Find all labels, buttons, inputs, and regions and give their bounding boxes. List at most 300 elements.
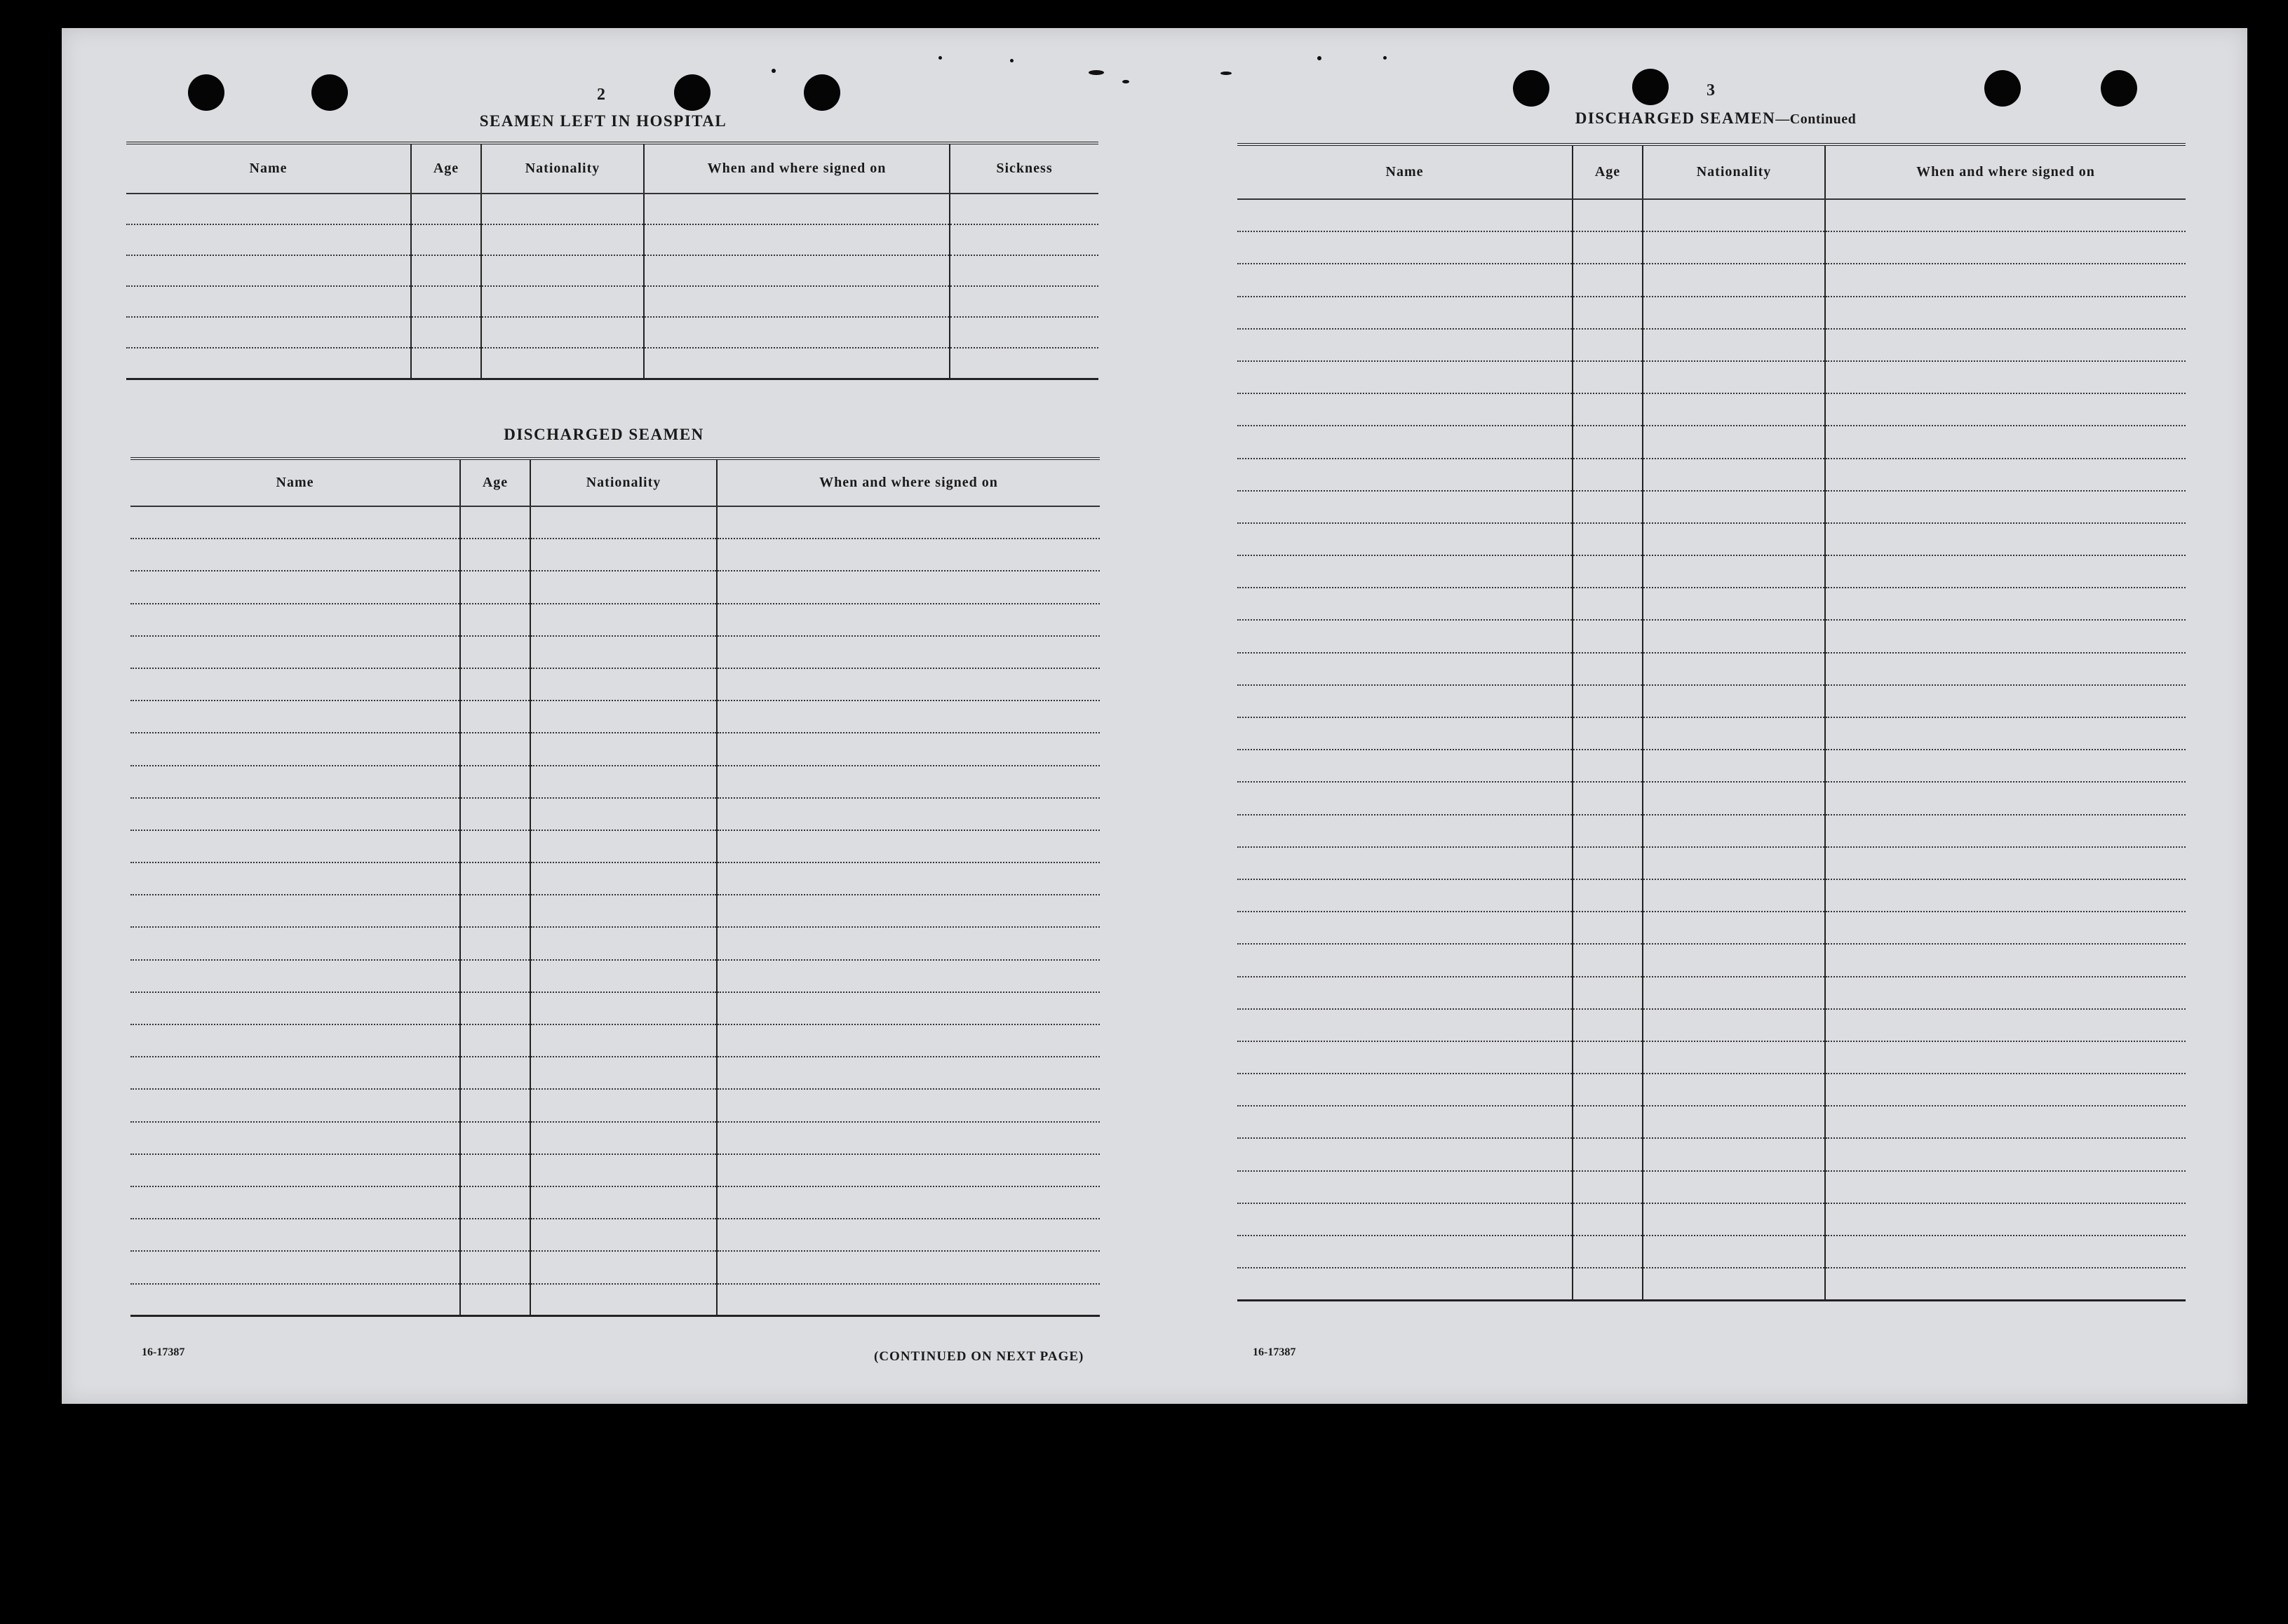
table-row xyxy=(126,317,1098,348)
table-cell[interactable] xyxy=(1573,459,1643,491)
table-cell[interactable] xyxy=(130,895,460,927)
table-row xyxy=(1237,393,2186,426)
table-cell[interactable] xyxy=(1643,491,1825,523)
table-cell[interactable] xyxy=(460,1024,530,1057)
table-cell[interactable] xyxy=(460,1219,530,1251)
scan-speck xyxy=(938,56,942,60)
table-cell[interactable] xyxy=(1643,523,1825,555)
table-cell[interactable] xyxy=(1237,1203,1573,1236)
table-row xyxy=(1237,1268,2186,1300)
table-cell[interactable] xyxy=(530,1057,717,1089)
table-cell[interactable] xyxy=(1573,231,1643,264)
table-cell[interactable] xyxy=(644,348,950,379)
table-cell[interactable] xyxy=(1573,1106,1643,1138)
column-header: Age xyxy=(411,143,481,194)
table-cell[interactable] xyxy=(1237,1171,1573,1203)
table-cell[interactable] xyxy=(1237,879,1573,912)
table-cell[interactable] xyxy=(1237,1106,1573,1138)
table-cell[interactable] xyxy=(130,1284,460,1316)
table-cell[interactable] xyxy=(481,317,644,348)
table-cell[interactable] xyxy=(1573,1138,1643,1170)
table-row xyxy=(1237,555,2186,588)
table-cell[interactable] xyxy=(1825,1203,2186,1236)
table-cell[interactable] xyxy=(717,506,1100,539)
table-cell[interactable] xyxy=(530,830,717,862)
table-cell[interactable] xyxy=(1573,653,1643,685)
table-cell[interactable] xyxy=(717,1284,1100,1316)
section-title-text: DISCHARGED SEAMEN xyxy=(1575,109,1776,127)
table-cell[interactable] xyxy=(717,733,1100,765)
table-cell[interactable] xyxy=(1237,815,1573,847)
table-cell[interactable] xyxy=(530,1251,717,1283)
table-cell[interactable] xyxy=(130,992,460,1024)
table-cell[interactable] xyxy=(717,1186,1100,1219)
table-cell[interactable] xyxy=(530,668,717,701)
table-cell[interactable] xyxy=(1643,1106,1825,1138)
table-cell[interactable] xyxy=(130,571,460,603)
table-cell[interactable] xyxy=(411,255,481,286)
table-cell[interactable] xyxy=(1825,231,2186,264)
table-cell[interactable] xyxy=(530,1284,717,1316)
table-cell[interactable] xyxy=(530,701,717,733)
table-cell[interactable] xyxy=(130,927,460,959)
table-cell[interactable] xyxy=(1643,264,1825,296)
table-cell[interactable] xyxy=(530,927,717,959)
table-cell[interactable] xyxy=(126,348,411,379)
table-cell[interactable] xyxy=(1825,620,2186,652)
table-cell[interactable] xyxy=(460,1089,530,1121)
table-row xyxy=(130,1284,1100,1316)
table-row xyxy=(1237,750,2186,782)
table-cell[interactable] xyxy=(1643,297,1825,329)
table-cell[interactable] xyxy=(1237,393,1573,426)
table-cell[interactable] xyxy=(1237,1268,1573,1300)
table-cell[interactable] xyxy=(717,1251,1100,1283)
table-cell[interactable] xyxy=(1237,620,1573,652)
table-cell[interactable] xyxy=(460,1154,530,1186)
table-cell[interactable] xyxy=(530,960,717,992)
table-cell[interactable] xyxy=(126,317,411,348)
table-cell[interactable] xyxy=(717,604,1100,636)
table-cell[interactable] xyxy=(530,992,717,1024)
table-row xyxy=(130,1251,1100,1283)
table-cell[interactable] xyxy=(1643,199,1825,231)
table-cell[interactable] xyxy=(1237,231,1573,264)
table-row xyxy=(1237,199,2186,231)
table-row xyxy=(130,798,1100,830)
table-cell[interactable] xyxy=(1237,555,1573,588)
table-cell[interactable] xyxy=(1573,685,1643,717)
table-cell[interactable] xyxy=(1825,1268,2186,1300)
table-cell[interactable] xyxy=(126,286,411,317)
table-row xyxy=(130,668,1100,701)
table-cell[interactable] xyxy=(1825,555,2186,588)
table-cell[interactable] xyxy=(1237,329,1573,361)
table-cell[interactable] xyxy=(460,862,530,895)
scan-speck xyxy=(1383,56,1387,60)
column-header: Age xyxy=(460,459,530,506)
table-cell[interactable] xyxy=(1573,782,1643,814)
punch-hole xyxy=(2101,70,2137,107)
table-cell[interactable] xyxy=(644,194,950,224)
table-cell[interactable] xyxy=(130,1154,460,1186)
table-cell[interactable] xyxy=(717,1024,1100,1057)
table-cell[interactable] xyxy=(130,733,460,765)
table-cell[interactable] xyxy=(1825,782,2186,814)
table-row xyxy=(130,636,1100,668)
table-cell[interactable] xyxy=(1643,782,1825,814)
table-cell[interactable] xyxy=(1825,588,2186,620)
table-cell[interactable] xyxy=(950,348,1098,379)
table-cell[interactable] xyxy=(460,960,530,992)
table-cell[interactable] xyxy=(1573,491,1643,523)
table-cell[interactable] xyxy=(130,668,460,701)
table-cell[interactable] xyxy=(1573,879,1643,912)
table-cell[interactable] xyxy=(1643,1236,1825,1268)
table-cell[interactable] xyxy=(411,317,481,348)
table-row xyxy=(130,701,1100,733)
table-cell[interactable] xyxy=(1825,1106,2186,1138)
table-cell[interactable] xyxy=(130,830,460,862)
table-cell[interactable] xyxy=(126,194,411,224)
table-cell[interactable] xyxy=(130,701,460,733)
table-cell[interactable] xyxy=(130,1251,460,1283)
table-cell[interactable] xyxy=(1237,426,1573,458)
table-cell[interactable] xyxy=(1643,329,1825,361)
table-cell[interactable] xyxy=(950,286,1098,317)
table-row xyxy=(1237,815,2186,847)
table-cell[interactable] xyxy=(530,1024,717,1057)
table-row xyxy=(130,1154,1100,1186)
table-cell[interactable] xyxy=(1237,944,1573,976)
table-cell[interactable] xyxy=(1643,944,1825,976)
table-cell[interactable] xyxy=(460,766,530,798)
table-cell[interactable] xyxy=(126,224,411,255)
table-cell[interactable] xyxy=(1237,847,1573,879)
table-cell[interactable] xyxy=(1237,588,1573,620)
table-cell[interactable] xyxy=(1573,847,1643,879)
table-cell[interactable] xyxy=(530,1186,717,1219)
table-cell[interactable] xyxy=(1643,426,1825,458)
table-cell[interactable] xyxy=(1237,1074,1573,1106)
table-cell[interactable] xyxy=(460,571,530,603)
table-cell[interactable] xyxy=(1237,717,1573,750)
table-cell[interactable] xyxy=(411,224,481,255)
scan-speck xyxy=(1220,72,1232,75)
table-cell[interactable] xyxy=(1825,491,2186,523)
table-cell[interactable] xyxy=(1573,329,1643,361)
table-cell[interactable] xyxy=(460,636,530,668)
table-cell[interactable] xyxy=(1825,1009,2186,1041)
table-cell[interactable] xyxy=(1825,459,2186,491)
table-cell[interactable] xyxy=(717,1089,1100,1121)
table-cell[interactable] xyxy=(130,1057,460,1089)
scan-speck xyxy=(1122,80,1129,83)
table-cell[interactable] xyxy=(1643,1138,1825,1170)
table-cell[interactable] xyxy=(1237,361,1573,393)
table-cell[interactable] xyxy=(950,255,1098,286)
table-cell[interactable] xyxy=(1237,750,1573,782)
table-row xyxy=(1237,1138,2186,1170)
table-cell[interactable] xyxy=(530,636,717,668)
table-cell[interactable] xyxy=(1643,879,1825,912)
table-cell[interactable] xyxy=(1643,588,1825,620)
table-cell[interactable] xyxy=(1237,1009,1573,1041)
table-cell[interactable] xyxy=(1573,523,1643,555)
table-cell[interactable] xyxy=(717,1219,1100,1251)
table-cell[interactable] xyxy=(481,286,644,317)
table-row xyxy=(1237,782,2186,814)
table-cell[interactable] xyxy=(530,1154,717,1186)
table-cell[interactable] xyxy=(130,1024,460,1057)
table-cell[interactable] xyxy=(717,927,1100,959)
table-cell[interactable] xyxy=(717,798,1100,830)
table-cell[interactable] xyxy=(126,255,411,286)
table-cell[interactable] xyxy=(530,604,717,636)
table-cell[interactable] xyxy=(1825,750,2186,782)
table-cell[interactable] xyxy=(460,1284,530,1316)
table-cell[interactable] xyxy=(460,1251,530,1283)
table-cell[interactable] xyxy=(1825,847,2186,879)
table-cell[interactable] xyxy=(1825,393,2186,426)
table-cell[interactable] xyxy=(1237,297,1573,329)
table-cell[interactable] xyxy=(1825,1074,2186,1106)
table-row xyxy=(1237,1203,2186,1236)
table-cell[interactable] xyxy=(130,1122,460,1154)
table-cell[interactable] xyxy=(1643,361,1825,393)
table-cell[interactable] xyxy=(1643,685,1825,717)
table-cell[interactable] xyxy=(530,862,717,895)
table-cell[interactable] xyxy=(950,224,1098,255)
table-cell[interactable] xyxy=(130,1186,460,1219)
table-cell[interactable] xyxy=(1643,459,1825,491)
table-cell[interactable] xyxy=(1237,459,1573,491)
table-cell[interactable] xyxy=(481,255,644,286)
table-cell[interactable] xyxy=(460,668,530,701)
table-cell[interactable] xyxy=(530,1122,717,1154)
table-cell[interactable] xyxy=(1573,264,1643,296)
table-cell[interactable] xyxy=(1237,199,1573,231)
table-cell[interactable] xyxy=(1573,1009,1643,1041)
table-cell[interactable] xyxy=(130,604,460,636)
table-cell[interactable] xyxy=(1237,1138,1573,1170)
table-row xyxy=(130,766,1100,798)
table-cell[interactable] xyxy=(460,927,530,959)
table-cell[interactable] xyxy=(1573,1203,1643,1236)
table-cell[interactable] xyxy=(530,506,717,539)
table-cell[interactable] xyxy=(644,255,950,286)
table-cell[interactable] xyxy=(130,798,460,830)
table-cell[interactable] xyxy=(1825,523,2186,555)
table-cell[interactable] xyxy=(460,895,530,927)
table-cell[interactable] xyxy=(411,286,481,317)
table-cell[interactable] xyxy=(530,539,717,571)
table-cell[interactable] xyxy=(1573,426,1643,458)
table-cell[interactable] xyxy=(1237,1236,1573,1268)
table-cell[interactable] xyxy=(717,1122,1100,1154)
table-cell[interactable] xyxy=(1825,912,2186,944)
table-cell[interactable] xyxy=(717,539,1100,571)
table-cell[interactable] xyxy=(460,539,530,571)
table-cell[interactable] xyxy=(1643,653,1825,685)
table-cell[interactable] xyxy=(1573,1171,1643,1203)
table-cell[interactable] xyxy=(130,539,460,571)
table-cell[interactable] xyxy=(1643,1041,1825,1074)
table-cell[interactable] xyxy=(130,506,460,539)
table-cell[interactable] xyxy=(644,224,950,255)
table-cell[interactable] xyxy=(1573,1236,1643,1268)
table-cell[interactable] xyxy=(1237,685,1573,717)
table-cell[interactable] xyxy=(717,668,1100,701)
table-cell[interactable] xyxy=(1825,717,2186,750)
table-cell[interactable] xyxy=(481,194,644,224)
table-cell[interactable] xyxy=(1825,329,2186,361)
table-cell[interactable] xyxy=(1573,717,1643,750)
table-cell[interactable] xyxy=(1237,523,1573,555)
table-cell[interactable] xyxy=(1573,750,1643,782)
table-cell[interactable] xyxy=(1573,912,1643,944)
table-cell[interactable] xyxy=(530,798,717,830)
table-cell[interactable] xyxy=(717,830,1100,862)
column-header: Name xyxy=(1237,144,1573,199)
table-row xyxy=(1237,1106,2186,1138)
table-cell[interactable] xyxy=(1573,977,1643,1009)
table-cell[interactable] xyxy=(717,960,1100,992)
table-cell[interactable] xyxy=(1643,717,1825,750)
table-cell[interactable] xyxy=(1643,555,1825,588)
table-cell[interactable] xyxy=(1237,264,1573,296)
table-row xyxy=(1237,329,2186,361)
table-cell[interactable] xyxy=(1643,1268,1825,1300)
table-cell[interactable] xyxy=(530,766,717,798)
table-cell[interactable] xyxy=(1573,199,1643,231)
table-cell[interactable] xyxy=(1825,944,2186,976)
table-cell[interactable] xyxy=(950,317,1098,348)
table-cell[interactable] xyxy=(460,701,530,733)
table-cell[interactable] xyxy=(717,992,1100,1024)
table-row xyxy=(1237,426,2186,458)
table-row xyxy=(130,895,1100,927)
table-cell[interactable] xyxy=(481,224,644,255)
punch-hole xyxy=(188,74,224,111)
table-cell[interactable] xyxy=(1643,815,1825,847)
table-cell[interactable] xyxy=(717,701,1100,733)
table-cell[interactable] xyxy=(1643,1171,1825,1203)
table-cell[interactable] xyxy=(530,733,717,765)
table-cell[interactable] xyxy=(1825,1138,2186,1170)
table-cell[interactable] xyxy=(1573,361,1643,393)
table-cell[interactable] xyxy=(1573,1041,1643,1074)
table-cell[interactable] xyxy=(1825,199,2186,231)
table-cell[interactable] xyxy=(530,1089,717,1121)
table-cell[interactable] xyxy=(460,506,530,539)
table-cell[interactable] xyxy=(130,1219,460,1251)
table-cell[interactable] xyxy=(1825,815,2186,847)
table-cell[interactable] xyxy=(1573,588,1643,620)
table-cell[interactable] xyxy=(717,1057,1100,1089)
table-cell[interactable] xyxy=(130,1089,460,1121)
table-cell[interactable] xyxy=(1825,879,2186,912)
table-cell[interactable] xyxy=(1573,944,1643,976)
table-cell[interactable] xyxy=(950,194,1098,224)
table-cell[interactable] xyxy=(130,960,460,992)
table-cell[interactable] xyxy=(1825,426,2186,458)
table-cell[interactable] xyxy=(530,571,717,603)
table-cell[interactable] xyxy=(1573,1074,1643,1106)
table-cell[interactable] xyxy=(717,895,1100,927)
table-cell[interactable] xyxy=(411,348,481,379)
table-cell[interactable] xyxy=(1237,912,1573,944)
table-cell[interactable] xyxy=(130,862,460,895)
table-cell[interactable] xyxy=(1825,653,2186,685)
table-cell[interactable] xyxy=(1573,815,1643,847)
table-cell[interactable] xyxy=(460,992,530,1024)
table-cell[interactable] xyxy=(1643,1203,1825,1236)
table-cell[interactable] xyxy=(1825,1236,2186,1268)
table-row xyxy=(1237,912,2186,944)
table-cell[interactable] xyxy=(1825,297,2186,329)
table-cell[interactable] xyxy=(1643,231,1825,264)
table-cell[interactable] xyxy=(1643,1074,1825,1106)
table-cell[interactable] xyxy=(1237,782,1573,814)
table-cell[interactable] xyxy=(460,1186,530,1219)
table-cell[interactable] xyxy=(717,1154,1100,1186)
table-cell[interactable] xyxy=(1573,555,1643,588)
table-cell[interactable] xyxy=(411,194,481,224)
table-cell[interactable] xyxy=(717,571,1100,603)
table-cell[interactable] xyxy=(1237,1041,1573,1074)
table-cell[interactable] xyxy=(460,830,530,862)
table-cell[interactable] xyxy=(644,286,950,317)
table-cell[interactable] xyxy=(1825,685,2186,717)
table-cell[interactable] xyxy=(1573,297,1643,329)
table-cell[interactable] xyxy=(1237,653,1573,685)
table-cell[interactable] xyxy=(1573,1268,1643,1300)
table-cell[interactable] xyxy=(1643,750,1825,782)
table-cell[interactable] xyxy=(1643,620,1825,652)
table-cell[interactable] xyxy=(717,862,1100,895)
table-cell[interactable] xyxy=(1643,977,1825,1009)
table-cell[interactable] xyxy=(1643,912,1825,944)
table-cell[interactable] xyxy=(460,604,530,636)
table-cell[interactable] xyxy=(1643,393,1825,426)
table-cell[interactable] xyxy=(460,1057,530,1089)
table-cell[interactable] xyxy=(644,317,950,348)
table-cell[interactable] xyxy=(717,766,1100,798)
table-cell[interactable] xyxy=(130,766,460,798)
table-cell[interactable] xyxy=(130,636,460,668)
table-cell[interactable] xyxy=(1237,491,1573,523)
table-cell[interactable] xyxy=(481,348,644,379)
table-cell[interactable] xyxy=(1573,620,1643,652)
table-cell[interactable] xyxy=(1573,393,1643,426)
table-cell[interactable] xyxy=(530,1219,717,1251)
table-cell[interactable] xyxy=(1643,847,1825,879)
table-cell[interactable] xyxy=(717,636,1100,668)
table-cell[interactable] xyxy=(1643,1009,1825,1041)
table-cell[interactable] xyxy=(1825,264,2186,296)
table-cell[interactable] xyxy=(1825,1171,2186,1203)
column-header: When and where signed on xyxy=(644,143,950,194)
table-cell[interactable] xyxy=(460,798,530,830)
table-cell[interactable] xyxy=(1825,977,2186,1009)
table-cell[interactable] xyxy=(530,895,717,927)
table-cell[interactable] xyxy=(1825,1041,2186,1074)
table-cell[interactable] xyxy=(1825,361,2186,393)
table-cell[interactable] xyxy=(460,733,530,765)
table-cell[interactable] xyxy=(1237,977,1573,1009)
table-cell[interactable] xyxy=(460,1122,530,1154)
